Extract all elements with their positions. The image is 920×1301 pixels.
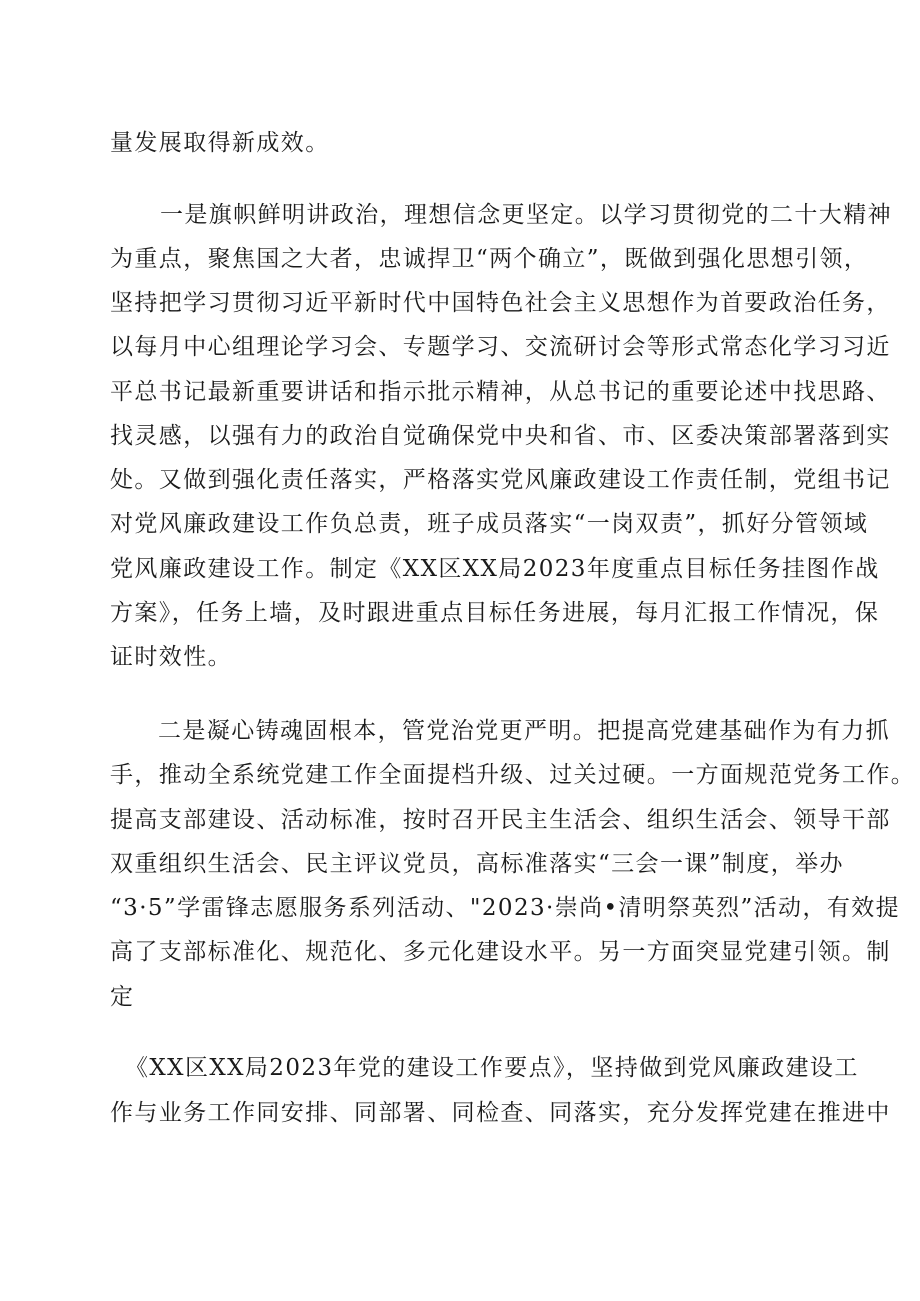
text-line: 双重组织生活会、民主评议党员，高标准落实“三会一课”制度，举办 — [110, 851, 844, 877]
text-line: 提高支部建设、活动标准，按时召开民主生活会、组织生活会、领导干部 — [110, 807, 891, 833]
text-line: 证时效性。 — [110, 644, 232, 670]
text-line: “3·5”学雷锋志愿服务系列活动、"2023·崇尚•清明祭英烈”活动，有效提 — [110, 895, 901, 921]
text-line: 定 — [110, 984, 135, 1010]
text-line: 处。又做到强化责任落实，严格落实党风廉政建设工作责任制，党组书记 — [110, 467, 891, 493]
text-line: 一是旗帜鲜明讲政治，理想信念更坚定。以学习贯彻党的二十大精神 — [160, 202, 892, 228]
text-line: 为重点，聚焦国之大者，忠诚捍卫“两个确立”，既做到强化思想引领， — [110, 246, 869, 272]
text-line: 对党风廉政建设工作负总责，班子成员落实“一岗双责”，抓好分管领域 — [110, 511, 869, 537]
text-line: 高了支部标准化、规范化、多元化建设水平。另一方面突显党建引领。制 — [110, 939, 891, 965]
text-line: 平总书记最新重要讲话和指示批示精神，从总书记的重要论述中找思路、 — [110, 379, 891, 405]
text-line: 二是凝心铸魂固根本，管党治党更严明。把提高党建基础作为有力抓 — [158, 718, 890, 744]
text-line: 《XX区XX局2023年党的建设工作要点》，坚持做到党风廉政建设工 — [125, 1055, 859, 1081]
text-line: 以每月中心组理论学习会、专题学习、交流研讨会等形式常态化学习习近 — [110, 334, 891, 360]
text-line: 党风廉政建设工作。制定《XX区XX局2023年度重点目标任务挂图作战 — [110, 556, 880, 582]
text-line: 坚持把学习贯彻习近平新时代中国特色社会主义思想作为首要政治任务， — [110, 290, 891, 316]
text-line: 方案》，任务上墙，及时跟进重点目标任务进展，每月汇报工作情况，保 — [110, 600, 880, 626]
text-line: 手，推动全系统党建工作全面提档升级、过关过硬。一方面规范党务工作。 — [110, 762, 916, 788]
text-line: 找灵感，以强有力的政治自觉确保党中央和省、市、区委决策部署落到实 — [110, 423, 891, 449]
text-line: 量发展取得新成效。 — [110, 130, 330, 156]
text-line: 作与业务工作同安排、同部署、同检查、同落实，充分发挥党建在推进中 — [110, 1100, 891, 1126]
